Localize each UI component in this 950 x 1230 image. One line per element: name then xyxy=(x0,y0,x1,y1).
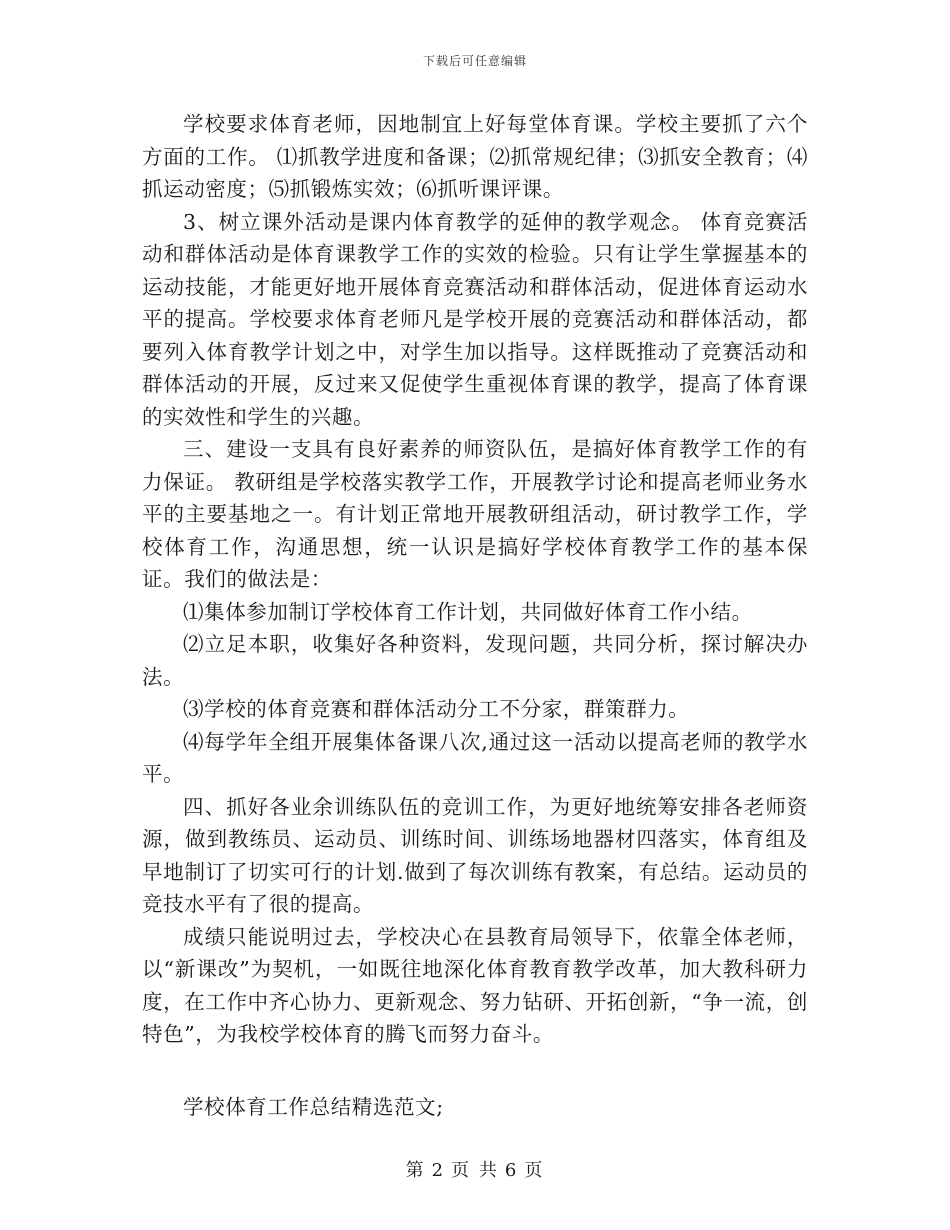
footer-middle: 页 共 xyxy=(451,1160,499,1181)
page-footer xyxy=(0,1156,950,1182)
page-header: 下载后可任意编辑 xyxy=(422,54,527,68)
document-body xyxy=(142,108,808,1123)
paragraph-1: 3、树立课外活动是课内体育教学的延伸的教学观念。 体育竞赛活动和群体活动是体育课教学工作的实效的检验。只有让学生掌握基本的运动技能，才能更好地开展体育竞赛活动和群体活动，促进体育运动水平的提高。学校要求体育老师凡是学校开展的竞赛活动和群体活动，都要列入体育教学计划之中，对学生加以指导。这样既推动了竞赛活动和群体活动的开展，反过来又促使学生重视体育课的教学，提高了体育课的实效性和学生的兴趣。 xyxy=(142,209,808,429)
footer-suffix: 页 xyxy=(524,1160,545,1181)
paragraph-3: ⑴集体参加制订学校体育工作计划，共同做好体育工作小结。 xyxy=(183,599,753,624)
current-page-number: 2 xyxy=(431,1160,446,1181)
footer-prefix: 第 xyxy=(405,1160,426,1181)
paragraph-2: 三、建设一支具有良好素养的师资队伍，是搞好体育教学工作的有力保证。 教研组是学校落实教学工作，开展教学讨论和提高老师业务水平的主要基地之一。有计划正常地开展教研组活动，研讨教学工作，学校体育工作，沟通思想，统一认识是搞好学校体育教学工作的基本保证。我们的做法是： xyxy=(142,437,808,591)
paragraph-7: 四、抓好各业余训练队伍的竞训工作，为更好地统筹安排各老师资源，做到教练员、运动员、训练时间、训练场地器材四落实，体育组及早地制订了切实可行的计划.做到了每次训练有教案，有总结。运动员的竞技水平有了很的提高。 xyxy=(142,794,808,916)
total-pages-number: 6 xyxy=(504,1160,519,1181)
paragraph-4: ⑵立足本职，收集好各种资料，发现问题，共同分析，探讨解决办法。 xyxy=(142,632,808,689)
paragraph-0: 学校要求体育老师，因地制宜上好每堂体育课。学校主要抓了六个方面的工作。 ⑴抓教学进度和备课；⑵抓常规纪律；⑶抓安全教育；⑷抓运动密度；⑸抓锻炼实效；⑹抓听课评课。 xyxy=(142,112,808,201)
closing-line: 学校体育工作总结精选范文; xyxy=(183,1094,444,1119)
paragraph-8: 成绩只能说明过去，学校决心在县教育局领导下，依靠全体老师，以“新课改”为契机，一如既往地深化体育教育教学改革，加大教科研力度，在工作中齐心协力、更新观念、努力钻研、开拓创新，“争一流，创特色”，为我校学校体育的腾飞而努力奋斗。 xyxy=(142,924,808,1046)
paragraph-5: ⑶学校的体育竞赛和群体活动分工不分家，群策群力。 xyxy=(183,697,690,721)
paragraph-6: ⑷每学年全组开展集体备课八次,通过这一活动以提高老师的教学水平。 xyxy=(142,729,808,786)
paragraph-spacer xyxy=(142,1051,808,1091)
